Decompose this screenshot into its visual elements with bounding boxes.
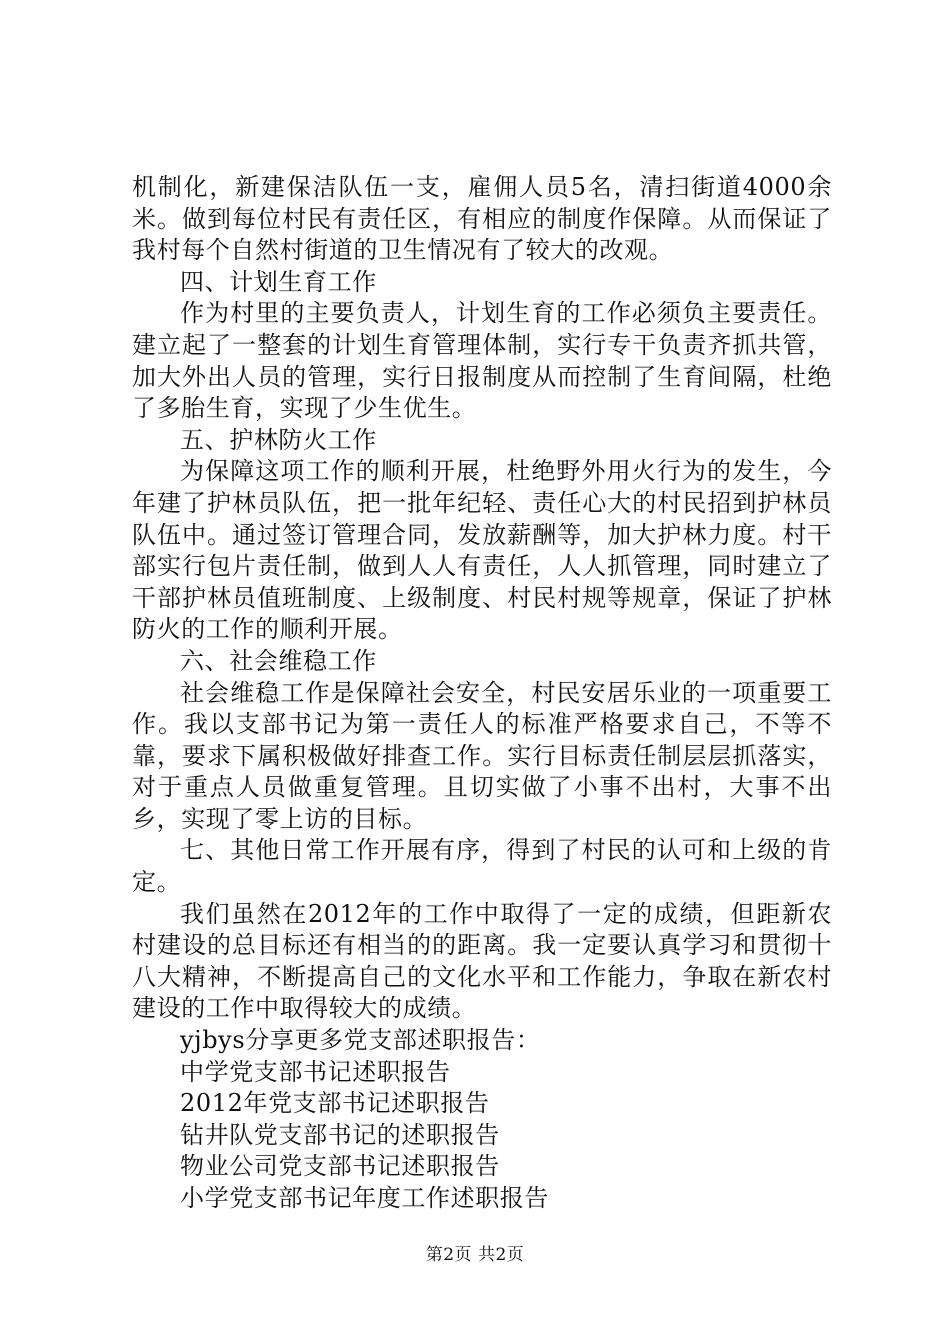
- related-link-primary-school[interactable]: 小学党支部书记年度工作述职报告: [180, 1184, 549, 1212]
- paragraph-social-stability: 社会维稳工作是保障社会安全，村民安居乐业的一项重要工作。我以支部书记为第一责任人的标准严格要求自己，不等不靠，要求下属积极做好排查工作。实行目标责任制层层抓落实，对于重点人员做重复管理。且切实做了小事不出村，大事不出乡，实现了零上访的目标。: [132, 678, 832, 833]
- heading-family-planning: 四、计划生育工作: [180, 267, 377, 296]
- paragraph-conclusion: 我们虽然在2012年的工作中取得了一定的成绩，但距新农村建设的总目标还有相当的的距离。我一定要认真学习和贯彻十八大精神，不断提高自己的文化水平和工作能力，争取在新农村建设的工作中取得较大的成绩。: [132, 899, 832, 1023]
- paragraph-forest-fire-prevention: 为保障这项工作的顺利开展，杜绝野外用火行为的发生，今年建了护林员队伍，把一批年纪轻、责任心大的村民招到护林员队伍中。通过签订管理合同，发放薪酬等，加大护林力度。村干部实行包片责任制，做到人人有责任，人人抓管理，同时建立了干部护林员值班制度、上级制度、村民村规等规章，保证了护林防火的工作的顺利开展。: [132, 457, 832, 644]
- related-link-2012-report[interactable]: 2012年党支部书记述职报告: [180, 1089, 490, 1118]
- heading-forest-fire-prevention: 五、护林防火工作: [180, 425, 377, 454]
- heading-social-stability: 六、社会维稳工作: [180, 646, 377, 675]
- paragraph-family-planning: 作为村里的主要负责人，计划生育的工作必须负主要责任。建立起了一整套的计划生育管理体制，实行专干负责齐抓共管，加大外出人员的管理，实行日报制度从而控制了生育间隔，杜绝了多胎生育，实现了少生优生。: [132, 299, 832, 423]
- share-intro: yjbys分享更多党支部述职报告：: [180, 1026, 541, 1055]
- related-link-property-company[interactable]: 物业公司党支部书记述职报告: [180, 1152, 500, 1181]
- page-number-footer: 第2页 共2页: [425, 1245, 525, 1265]
- paragraph-cleaning-team: 机制化，新建保洁队伍一支，雇佣人员5名，清扫街道4000余米。做到每位村民有责任区，有相应的制度作保障。从而保证了我村每个自然村街道的卫生情况有了较大的改观。: [132, 173, 832, 265]
- document-body: [132, 172, 832, 1215]
- related-links-list: [132, 1057, 832, 1215]
- related-link-drilling-team[interactable]: 钻井队党支部书记的述职报告: [180, 1120, 500, 1149]
- paragraph-other-work: 七、其他日常工作开展有序，得到了村民的认可和上级的肯定。: [132, 836, 832, 897]
- related-link-middle-school[interactable]: 中学党支部书记述职报告: [180, 1057, 451, 1086]
